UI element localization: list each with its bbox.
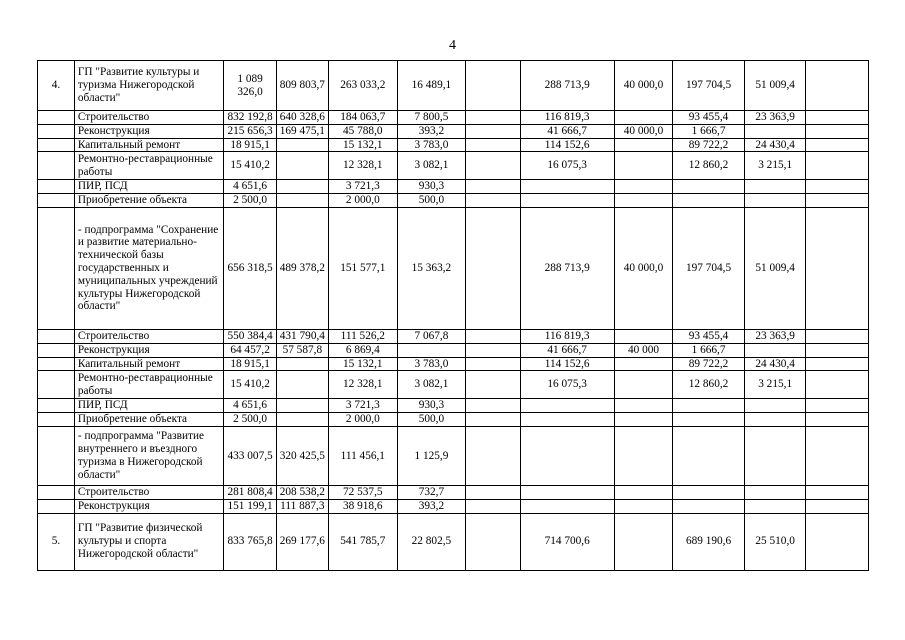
row-number-cell	[38, 124, 75, 138]
item-name-cell: Ремонтно-реставрационные работы	[74, 152, 224, 180]
value-cell-c6: 288 713,9	[520, 207, 614, 329]
value-cell-c5	[466, 138, 520, 152]
value-cell-c4: 732,7	[397, 485, 466, 499]
row-number-cell	[38, 207, 75, 329]
value-cell-c6	[520, 399, 614, 413]
value-cell-c1: 2 500,0	[224, 413, 276, 427]
value-cell-c1: 1 089 326,0	[224, 61, 276, 111]
value-cell-c7	[614, 180, 672, 194]
value-cell-c3: 111 526,2	[328, 329, 397, 343]
value-cell-c2: 57 587,8	[276, 343, 328, 357]
value-cell-c10	[806, 343, 869, 357]
value-cell-c4: 500,0	[397, 194, 466, 208]
table-row	[38, 124, 869, 138]
item-name-cell: Строительство	[74, 329, 224, 343]
item-name-cell: ПИР, ПСД	[74, 180, 224, 194]
value-cell-c9: 25 510,0	[744, 513, 805, 570]
value-cell-c4: 393,2	[397, 124, 466, 138]
value-cell-c7	[614, 485, 672, 499]
value-cell-c5	[466, 194, 520, 208]
value-cell-c8	[673, 194, 745, 208]
value-cell-c3: 72 537,5	[328, 485, 397, 499]
value-cell-c2: 111 887,3	[276, 499, 328, 513]
value-cell-c8: 1 666,7	[673, 124, 745, 138]
value-cell-c6: 288 713,9	[520, 61, 614, 111]
value-cell-c3: 541 785,7	[328, 513, 397, 570]
value-cell-c2: 208 538,2	[276, 485, 328, 499]
value-cell-c9: 24 430,4	[744, 357, 805, 371]
value-cell-c8	[673, 499, 745, 513]
value-cell-c4: 930,3	[397, 180, 466, 194]
value-cell-c4	[397, 343, 466, 357]
value-cell-c1: 4 651,6	[224, 180, 276, 194]
value-cell-c5	[466, 124, 520, 138]
table-row	[38, 111, 869, 125]
value-cell-c4: 3 783,0	[397, 357, 466, 371]
value-cell-c6: 114 152,6	[520, 138, 614, 152]
value-cell-c3: 111 456,1	[328, 426, 397, 485]
value-cell-c4: 3 082,1	[397, 371, 466, 399]
budget-table	[37, 60, 869, 571]
value-cell-c2: 640 328,6	[276, 111, 328, 125]
value-cell-c10	[806, 194, 869, 208]
value-cell-c3: 12 328,1	[328, 371, 397, 399]
row-number-cell	[38, 485, 75, 499]
value-cell-c1: 550 384,4	[224, 329, 276, 343]
value-cell-c8: 89 722,2	[673, 138, 745, 152]
value-cell-c10	[806, 513, 869, 570]
value-cell-c4: 16 489,1	[397, 61, 466, 111]
row-number-cell	[38, 343, 75, 357]
value-cell-c7	[614, 138, 672, 152]
item-name-cell: - подпрограмма "Сохранение и развитие материально-технической базы государственных и муниципальных учреждений культуры Нижегородской области"	[74, 207, 224, 329]
value-cell-c8	[673, 399, 745, 413]
value-cell-c6	[520, 499, 614, 513]
value-cell-c10	[806, 426, 869, 485]
value-cell-c5	[466, 513, 520, 570]
value-cell-c6: 41 666,7	[520, 343, 614, 357]
value-cell-c7	[614, 413, 672, 427]
value-cell-c6	[520, 485, 614, 499]
value-cell-c6	[520, 194, 614, 208]
value-cell-c8: 89 722,2	[673, 357, 745, 371]
value-cell-c6: 16 075,3	[520, 152, 614, 180]
value-cell-c3: 2 000,0	[328, 413, 397, 427]
table-row	[38, 485, 869, 499]
value-cell-c6	[520, 413, 614, 427]
value-cell-c4: 15 363,2	[397, 207, 466, 329]
value-cell-c9	[744, 180, 805, 194]
value-cell-c9	[744, 426, 805, 485]
row-number-cell	[38, 371, 75, 399]
table-row	[38, 371, 869, 399]
value-cell-c8	[673, 180, 745, 194]
value-cell-c9	[744, 194, 805, 208]
value-cell-c4: 22 802,5	[397, 513, 466, 570]
value-cell-c2	[276, 152, 328, 180]
row-number-cell	[38, 329, 75, 343]
value-cell-c6: 114 152,6	[520, 357, 614, 371]
value-cell-c2	[276, 357, 328, 371]
value-cell-c3: 12 328,1	[328, 152, 397, 180]
value-cell-c4: 930,3	[397, 399, 466, 413]
value-cell-c8: 197 704,5	[673, 207, 745, 329]
value-cell-c9	[744, 485, 805, 499]
value-cell-c1: 15 410,2	[224, 371, 276, 399]
table-row	[38, 399, 869, 413]
value-cell-c9	[744, 399, 805, 413]
value-cell-c1: 15 410,2	[224, 152, 276, 180]
value-cell-c9: 23 363,9	[744, 111, 805, 125]
value-cell-c7	[614, 357, 672, 371]
value-cell-c2	[276, 371, 328, 399]
value-cell-c9	[744, 343, 805, 357]
value-cell-c9: 51 009,4	[744, 61, 805, 111]
value-cell-c1: 433 007,5	[224, 426, 276, 485]
value-cell-c4: 3 082,1	[397, 152, 466, 180]
value-cell-c10	[806, 485, 869, 499]
item-name-cell: Приобретение объекта	[74, 413, 224, 427]
value-cell-c10	[806, 329, 869, 343]
value-cell-c1: 281 808,4	[224, 485, 276, 499]
value-cell-c2: 320 425,5	[276, 426, 328, 485]
value-cell-c7	[614, 499, 672, 513]
value-cell-c3: 15 132,1	[328, 138, 397, 152]
table-row	[38, 343, 869, 357]
value-cell-c4: 393,2	[397, 499, 466, 513]
value-cell-c10	[806, 207, 869, 329]
item-name-cell: Строительство	[74, 111, 224, 125]
value-cell-c1: 18 915,1	[224, 357, 276, 371]
value-cell-c2: 269 177,6	[276, 513, 328, 570]
value-cell-c8: 93 455,4	[673, 111, 745, 125]
value-cell-c7: 40 000,0	[614, 124, 672, 138]
item-name-cell: Капитальный ремонт	[74, 138, 224, 152]
value-cell-c7	[614, 371, 672, 399]
value-cell-c4: 500,0	[397, 413, 466, 427]
value-cell-c10	[806, 371, 869, 399]
value-cell-c1: 656 318,5	[224, 207, 276, 329]
value-cell-c1: 64 457,2	[224, 343, 276, 357]
value-cell-c9	[744, 124, 805, 138]
value-cell-c5	[466, 426, 520, 485]
value-cell-c2	[276, 194, 328, 208]
value-cell-c8: 93 455,4	[673, 329, 745, 343]
table-row	[38, 426, 869, 485]
value-cell-c6	[520, 180, 614, 194]
value-cell-c5	[466, 485, 520, 499]
value-cell-c2	[276, 138, 328, 152]
row-number-cell	[38, 413, 75, 427]
value-cell-c7: 40 000,0	[614, 207, 672, 329]
value-cell-c10	[806, 499, 869, 513]
item-name-cell: - подпрограмма "Развитие внутреннего и въездного туризма в Нижегородской области"	[74, 426, 224, 485]
table-row	[38, 329, 869, 343]
value-cell-c1: 832 192,8	[224, 111, 276, 125]
table-row	[38, 413, 869, 427]
row-number-cell	[38, 357, 75, 371]
item-name-cell: Капитальный ремонт	[74, 357, 224, 371]
value-cell-c5	[466, 152, 520, 180]
value-cell-c8: 1 666,7	[673, 343, 745, 357]
item-name-cell: Ремонтно-реставрационные работы	[74, 371, 224, 399]
value-cell-c10	[806, 61, 869, 111]
value-cell-c9: 23 363,9	[744, 329, 805, 343]
value-cell-c6	[520, 426, 614, 485]
value-cell-c8: 689 190,6	[673, 513, 745, 570]
value-cell-c9: 51 009,4	[744, 207, 805, 329]
table-row	[38, 138, 869, 152]
value-cell-c5	[466, 499, 520, 513]
value-cell-c7	[614, 329, 672, 343]
value-cell-c10	[806, 357, 869, 371]
value-cell-c8: 12 860,2	[673, 152, 745, 180]
value-cell-c4: 7 067,8	[397, 329, 466, 343]
row-number-cell: 4.	[38, 61, 75, 111]
row-number-cell	[38, 426, 75, 485]
value-cell-c2: 489 378,2	[276, 207, 328, 329]
value-cell-c7	[614, 152, 672, 180]
value-cell-c6: 714 700,6	[520, 513, 614, 570]
value-cell-c7	[614, 194, 672, 208]
value-cell-c3: 184 063,7	[328, 111, 397, 125]
value-cell-c1: 151 199,1	[224, 499, 276, 513]
value-cell-c4: 1 125,9	[397, 426, 466, 485]
row-number-cell	[38, 180, 75, 194]
value-cell-c4: 3 783,0	[397, 138, 466, 152]
value-cell-c9: 24 430,4	[744, 138, 805, 152]
value-cell-c2	[276, 180, 328, 194]
value-cell-c1: 833 765,8	[224, 513, 276, 570]
table-row	[38, 152, 869, 180]
value-cell-c10	[806, 124, 869, 138]
value-cell-c2: 431 790,4	[276, 329, 328, 343]
table-row	[38, 499, 869, 513]
value-cell-c7	[614, 426, 672, 485]
table-row	[38, 513, 869, 570]
value-cell-c10	[806, 413, 869, 427]
value-cell-c3: 3 721,3	[328, 180, 397, 194]
value-cell-c6: 116 819,3	[520, 111, 614, 125]
value-cell-c3: 3 721,3	[328, 399, 397, 413]
value-cell-c3: 6 869,4	[328, 343, 397, 357]
item-name-cell: ПИР, ПСД	[74, 399, 224, 413]
value-cell-c5	[466, 111, 520, 125]
row-number-cell	[38, 111, 75, 125]
table-row	[38, 207, 869, 329]
value-cell-c1: 2 500,0	[224, 194, 276, 208]
value-cell-c8: 197 704,5	[673, 61, 745, 111]
table-row	[38, 194, 869, 208]
value-cell-c10	[806, 138, 869, 152]
value-cell-c3: 2 000,0	[328, 194, 397, 208]
value-cell-c1: 215 656,3	[224, 124, 276, 138]
item-name-cell: Реконструкция	[74, 499, 224, 513]
value-cell-c3: 151 577,1	[328, 207, 397, 329]
value-cell-c8	[673, 413, 745, 427]
value-cell-c6: 16 075,3	[520, 371, 614, 399]
value-cell-c2: 169 475,1	[276, 124, 328, 138]
table-row	[38, 357, 869, 371]
value-cell-c7	[614, 399, 672, 413]
value-cell-c5	[466, 61, 520, 111]
value-cell-c9	[744, 499, 805, 513]
value-cell-c10	[806, 399, 869, 413]
value-cell-c5	[466, 207, 520, 329]
value-cell-c5	[466, 180, 520, 194]
row-number-cell	[38, 138, 75, 152]
value-cell-c5	[466, 371, 520, 399]
value-cell-c9: 3 215,1	[744, 371, 805, 399]
item-name-cell: ГП "Развитие физической культуры и спорта Нижегородской области"	[74, 513, 224, 570]
value-cell-c5	[466, 357, 520, 371]
value-cell-c9: 3 215,1	[744, 152, 805, 180]
item-name-cell: Строительство	[74, 485, 224, 499]
item-name-cell: Реконструкция	[74, 343, 224, 357]
value-cell-c9	[744, 413, 805, 427]
value-cell-c3: 15 132,1	[328, 357, 397, 371]
item-name-cell: Приобретение объекта	[74, 194, 224, 208]
value-cell-c4: 7 800,5	[397, 111, 466, 125]
row-number-cell	[38, 399, 75, 413]
row-number-cell	[38, 152, 75, 180]
item-name-cell: Реконструкция	[74, 124, 224, 138]
row-number-cell	[38, 499, 75, 513]
value-cell-c6: 116 819,3	[520, 329, 614, 343]
value-cell-c5	[466, 329, 520, 343]
row-number-cell	[38, 194, 75, 208]
value-cell-c1: 18 915,1	[224, 138, 276, 152]
value-cell-c10	[806, 152, 869, 180]
value-cell-c7	[614, 513, 672, 570]
table-row	[38, 61, 869, 111]
item-name-cell: ГП "Развитие культуры и туризма Нижегородской области"	[74, 61, 224, 111]
page-number: 4	[449, 38, 456, 53]
value-cell-c8: 12 860,2	[673, 371, 745, 399]
value-cell-c2	[276, 413, 328, 427]
value-cell-c3: 38 918,6	[328, 499, 397, 513]
table-row	[38, 180, 869, 194]
value-cell-c5	[466, 413, 520, 427]
value-cell-c8	[673, 485, 745, 499]
value-cell-c6: 41 666,7	[520, 124, 614, 138]
value-cell-c1: 4 651,6	[224, 399, 276, 413]
value-cell-c2: 809 803,7	[276, 61, 328, 111]
value-cell-c7	[614, 111, 672, 125]
value-cell-c2	[276, 399, 328, 413]
value-cell-c10	[806, 180, 869, 194]
value-cell-c5	[466, 343, 520, 357]
value-cell-c7: 40 000	[614, 343, 672, 357]
value-cell-c3: 263 033,2	[328, 61, 397, 111]
value-cell-c8	[673, 426, 745, 485]
value-cell-c5	[466, 399, 520, 413]
value-cell-c10	[806, 111, 869, 125]
value-cell-c7: 40 000,0	[614, 61, 672, 111]
row-number-cell: 5.	[38, 513, 75, 570]
value-cell-c3: 45 788,0	[328, 124, 397, 138]
